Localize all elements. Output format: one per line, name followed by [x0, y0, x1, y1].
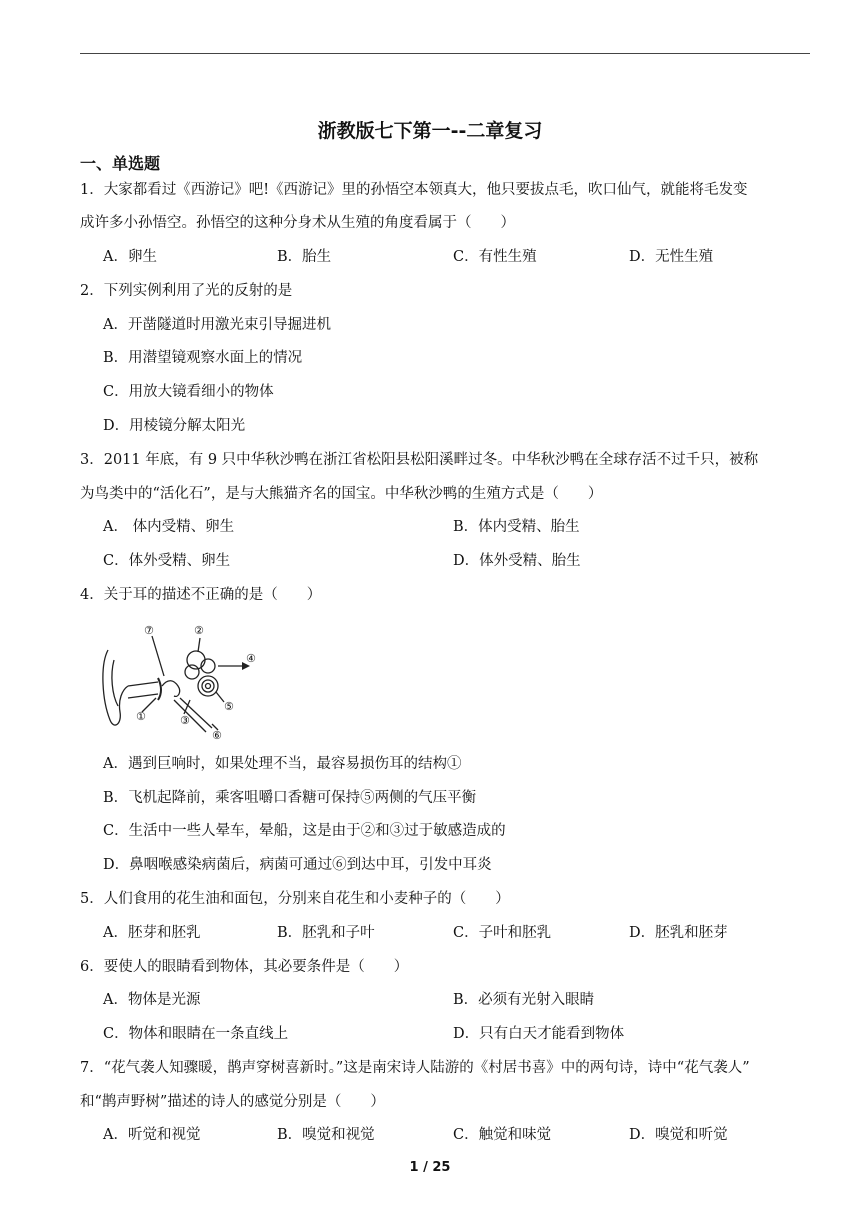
page-number: 1 / 25	[409, 1160, 451, 1175]
label-6: ⑥	[212, 729, 222, 740]
q6-option-b: B．必须有光射入眼睛	[453, 992, 595, 1008]
q7-option-d: D．嗅觉和听觉	[629, 1127, 728, 1143]
page-title: 浙教版七下第一--二章复习	[317, 120, 543, 142]
q1-option-b: B．胎生	[277, 249, 332, 265]
q2-option-a: A．开凿隧道时用激光束引导掘进机	[103, 317, 331, 333]
q3-option-c: C．体外受精、卵生	[103, 553, 231, 569]
outer-ear-shape	[103, 650, 128, 725]
q6-stem: 6．要使人的眼睛看到物体，其必要条件是（ ）	[80, 959, 409, 975]
q5-stem: 5．人们食用的花生油和面包，分别来自花生和小麦种子的（ ）	[80, 891, 510, 907]
q3-stem-line2: 为鸟类中的“活化石”，是与大熊猫齐名的国宝。中华秋沙鸭的生殖方式是（ ）	[80, 486, 603, 502]
label-7: ⑦	[144, 624, 154, 637]
label-3: ③	[180, 714, 190, 727]
q6-option-d: D．只有白天才能看到物体	[453, 1026, 625, 1042]
label-1: ①	[136, 710, 146, 723]
q5-option-b: B．胚乳和子叶	[277, 925, 375, 941]
q2-option-d: D．用棱镜分解太阳光	[103, 418, 246, 434]
section-heading: 一、单选题	[80, 154, 161, 173]
label-2: ②	[194, 624, 204, 637]
q7-option-b: B．嗅觉和视觉	[277, 1127, 375, 1143]
q6-option-a: A．物体是光源	[103, 992, 201, 1008]
q2-option-b: B．用潜望镜观察水面上的情况	[103, 350, 303, 366]
q4-stem: 4．关于耳的描述不正确的是（ ）	[80, 587, 322, 603]
q4-option-d: D．鼻咽喉感染病菌后，病菌可通过⑥到达中耳，引发中耳炎	[103, 857, 492, 873]
q5-option-c: C．子叶和胚乳	[453, 925, 552, 941]
q7-stem-line2: 和“鹊声野树”描述的诗人的感觉分别是（ ）	[80, 1094, 385, 1110]
q1-option-a: A．卵生	[103, 249, 157, 265]
q7-option-a: A．听觉和视觉	[103, 1127, 201, 1143]
q3-option-b: B．体内受精、胎生	[453, 519, 580, 535]
q4-option-c: C．生活中一些人晕车，晕船，这是由于②和③过于敏感造成的	[103, 823, 506, 839]
q1-stem-line2: 成许多小孙悟空。孙悟空的这种分身术从生殖的角度看属于（ ）	[80, 215, 515, 231]
q1-option-d: D．无性生殖	[629, 249, 714, 265]
q7-stem-line1: 7．“花气袭人知骤暖，鹊声穿树喜新时。”这是南宋诗人陆游的《村居书喜》中的两句诗，诗中“花气袭人”	[80, 1060, 750, 1076]
q6-option-c: C．物体和眼睛在一条直线上	[103, 1026, 289, 1042]
q2-option-c: C．用放大镜看细小的物体	[103, 384, 274, 400]
q1-stem-line1: 1．大家都看过《西游记》吧!《西游记》里的孙悟空本领真大，他只要拔点毛，吹口仙气，就能将毛发变	[80, 182, 748, 198]
q1-option-c: C．有性生殖	[453, 249, 537, 265]
q4-option-a: A．遇到巨响时，如果处理不当，最容易损伤耳的结构①	[103, 756, 462, 772]
header-rule	[80, 53, 810, 54]
q3-option-d: D．体外受精、胎生	[453, 553, 581, 569]
q5-option-d: D．胚乳和胚芽	[629, 925, 728, 941]
ear-diagram	[100, 620, 260, 740]
q7-option-c: C．触觉和味觉	[453, 1127, 552, 1143]
q5-option-a: A．胚芽和胚乳	[103, 925, 201, 941]
q3-option-a: A． 体内受精、卵生	[103, 519, 235, 535]
label-5: ⑤	[224, 700, 234, 713]
q2-stem: 2．下列实例利用了光的反射的是	[80, 283, 293, 299]
q4-option-b: B．飞机起降前，乘客咀嚼口香糖可保持⑤两侧的气压平衡	[103, 790, 477, 806]
q3-stem-line1: 3．2011 年底，有 9 只中华秋沙鸭在浙江省松阳县松阳溪畔过冬。中华秋沙鸭在全球存活不过千只，被称	[80, 452, 759, 468]
label-4: ④	[246, 652, 256, 665]
